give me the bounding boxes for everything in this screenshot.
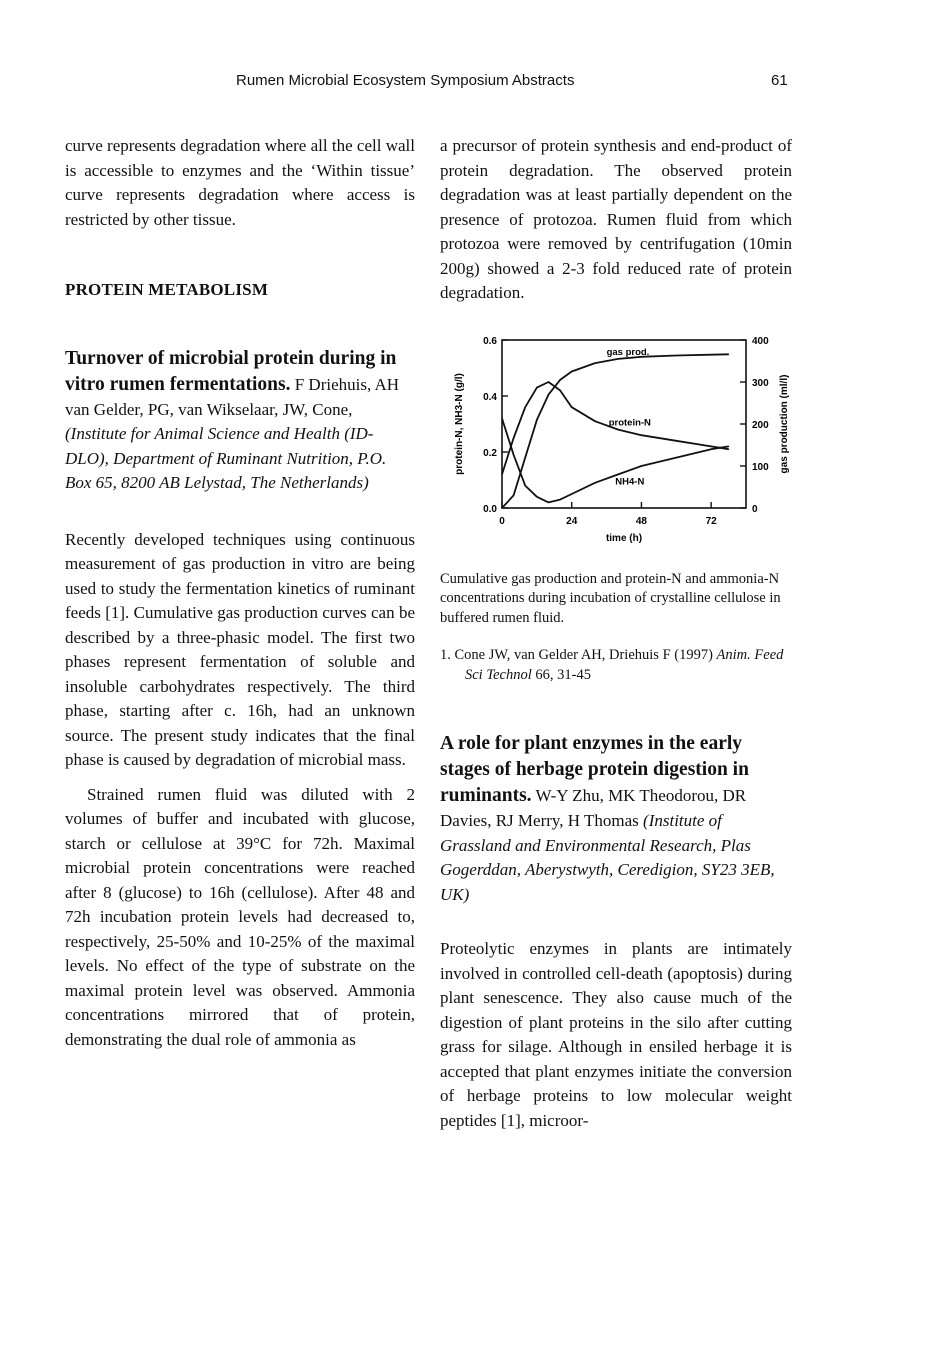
data-point — [536, 496, 537, 497]
x-tick-label: 24 — [566, 515, 578, 527]
reference-item — [440, 646, 792, 685]
x-tick-label: 48 — [635, 515, 647, 527]
carry-over-paragraph: curve represents degradation where all the cell wall is accessible to enzymes and the ‘Within tissue’ curve represents degradation where access is restricted by other tissue. — [65, 136, 415, 229]
data-point — [513, 454, 514, 455]
data-point — [676, 440, 677, 441]
data-point — [618, 473, 619, 474]
y2-axis-label: gas production (ml/l) — [779, 374, 790, 473]
data-point — [641, 465, 642, 466]
data-point — [571, 493, 572, 494]
data-point — [548, 381, 549, 382]
article-title: A role for plant enzymes in the early stages of herbage protein digestion in ruminants. — [440, 733, 749, 806]
y-axis-label: protein-N, NH3-N (g/l) — [454, 372, 465, 475]
reference-volume: 66, 31-45 — [535, 666, 591, 683]
data-point — [525, 457, 526, 458]
page-number: 61 — [771, 72, 788, 89]
y2-tick-label: 200 — [752, 419, 769, 431]
data-point — [594, 420, 595, 421]
data-point — [641, 434, 642, 435]
data-point — [501, 507, 502, 508]
data-point — [536, 387, 537, 388]
reference-journal: Anim. Feed Sci Technol — [465, 647, 784, 683]
data-point — [525, 485, 526, 486]
data-point — [571, 406, 572, 407]
series-line-2 — [502, 418, 729, 502]
data-point — [536, 419, 537, 420]
data-point — [513, 494, 514, 495]
data-point — [711, 445, 712, 446]
x-axis-label: time (h) — [605, 532, 643, 544]
article-affiliation: (Institute for Animal Science and Health (ID-DLO), Department of Ruminant Nutrition, P.O. Box 65, 8200 AB Lelystad, The Netherlands) — [65, 424, 387, 492]
data-point — [525, 406, 526, 407]
data-point — [548, 501, 549, 502]
data-point — [594, 482, 595, 483]
data-point — [618, 358, 619, 359]
data-point — [728, 445, 729, 446]
article-title: Turnover of microbial protein during in vitro rumen fermentations. — [65, 347, 397, 395]
article-authors: W-Y Zhu, MK Theodorou, DR Davies, RJ Merry, H Thomas — [440, 786, 747, 830]
article-affiliation: (Institute of Grassland and Environmental Research, Plas Gogerddan, Aberystwyth, Ceredigion, SY23 3EB, UK) — [440, 811, 775, 904]
x-tick-label: 0 — [499, 515, 505, 527]
data-point — [728, 353, 729, 354]
body-paragraph: Proteolytic enzymes in plants are intimately involved in controlled cell-death (apoptosis) during plant senescence. They also cause much of the digestion of plant proteins in the silo after cutting grass for silage. Although in ensiled herbage it is accepted that plant enzymes initiate the conversion of herbage proteins to low molecular weight peptides [1], microor- — [440, 939, 792, 1130]
data-point — [548, 394, 549, 395]
figure-caption: Cumulative gas production and protein-N and ammonia-N concentrations during incubation of crystalline cellulose in buffered rumen fluid. — [440, 570, 781, 626]
data-point — [559, 389, 560, 390]
article-authors: F Driehuis, AH van Gelder, PG, van Wikselaar, JW, Cone, — [65, 374, 400, 419]
continuation-paragraph: a precursor of protein synthesis and end-product of protein degradation. The observed protein degradation was at least partially dependent on the presence of protozoa. Rumen fluid from which protozoa were removed by centrifugation (10min 200g) showed a 2-3 fold reduced rate of protein degradation. — [440, 136, 792, 302]
y-tick-label: 0.4 — [483, 391, 497, 403]
data-point — [618, 429, 619, 430]
running-title: Rumen Microbial Ecosystem Symposium Abstracts — [236, 72, 575, 89]
data-point — [559, 499, 560, 500]
y2-tick-label: 400 — [752, 335, 769, 347]
right-column — [440, 134, 792, 1133]
data-point — [571, 370, 572, 371]
section-heading: PROTEIN METABOLISM — [65, 280, 269, 299]
data-point — [728, 448, 729, 449]
article-header — [440, 731, 792, 907]
data-point — [559, 379, 560, 380]
y2-tick-label: 100 — [752, 461, 769, 473]
y2-tick-label: 0 — [752, 503, 758, 515]
series-label: protein-N — [608, 417, 651, 429]
y2-tick-label: 300 — [752, 377, 769, 389]
y-tick-label: 0.0 — [483, 503, 497, 515]
page-header — [0, 72, 930, 94]
left-column — [65, 134, 415, 1052]
data-point — [513, 437, 514, 438]
series-label: NH4-N — [615, 475, 645, 487]
data-point — [594, 362, 595, 363]
x-tick-label: 72 — [705, 515, 717, 527]
body-paragraph: Strained rumen fluid was diluted with 2 volumes of buffer and incubated with glucose, starch or cellulose at 39°C for 72h. Maximal microbial protein concentrations were reached after 8 (glucose) to 16h (cellulose). After 48 and 72h incubation protein levels had decreased to, respectively, 25-50% and 10-25% of the maximal levels. No effect of the type of substrate on the maximal protein level was observed. Ammonia concentrations mirrored that of protein, demonstrating the dual role of ammonia as — [65, 784, 415, 1049]
y-tick-label: 0.6 — [483, 335, 497, 347]
data-point — [501, 473, 502, 474]
y-tick-label: 0.2 — [483, 447, 497, 459]
article-header — [65, 346, 415, 496]
data-point — [676, 457, 677, 458]
figure — [440, 332, 792, 562]
data-point — [501, 417, 502, 418]
data-point — [676, 354, 677, 355]
series-label: gas prod. — [606, 346, 650, 358]
data-point — [711, 448, 712, 449]
line-chart — [440, 332, 792, 562]
reference-authors: 1. Cone JW, van Gelder AH, Driehuis F (1997) — [440, 647, 713, 663]
body-paragraph: Recently developed techniques using continuous measurement of gas production in vitro are being used to study the fermentation kinetics of ruminant feeds [1]. Cumulative gas production curves can be described by a three-phasic model. The first two phases represent fermentation of soluble and insoluble carbohydrates respectively. The third phase, starting after c. 16h, had an unknown source. The present study indicates that the final phase is caused by degradation of microbial mass. — [65, 529, 415, 769]
data-point — [711, 354, 712, 355]
